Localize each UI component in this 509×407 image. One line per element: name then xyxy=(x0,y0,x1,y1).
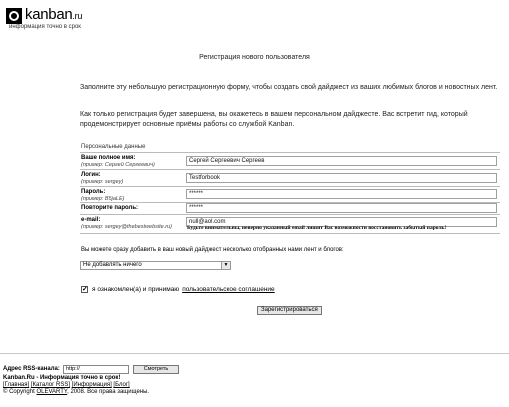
email-warning: Будьте внимательны, неверно указанный email лишит Вас возможности восстановить забытый пароль! xyxy=(187,225,447,231)
logo-tld: .ru xyxy=(72,11,83,21)
repeat-password-input[interactable]: ****** xyxy=(186,203,497,213)
site-header xyxy=(0,0,509,36)
page-title: Регистрация нового пользователя xyxy=(199,54,310,61)
footer-slogan: Kanban.Ru - Информация точно в срок! xyxy=(3,375,121,381)
intro-paragraph-2: Как только регистрация будет завершена, вы окажетесь в вашем персональном дайджесте. Вас встретит гид, который продемонстрирует основные приёмы работы со службой Kanban. xyxy=(80,111,468,128)
company-link[interactable]: OLEVARTY xyxy=(36,389,68,395)
email-label: e-mail: (пример: sergey@thebestwebsite.ru) xyxy=(81,217,172,230)
footer-links xyxy=(3,382,130,388)
intro-paragraph-1: Заполните эту небольшую регистрационную форму, чтобы создать свой дайджест из ваших любимых блогов и новостных лент. xyxy=(80,84,498,91)
register-button[interactable]: Зарегистрироваться xyxy=(257,306,322,315)
view-rss-button[interactable]: Смотреть xyxy=(133,365,179,374)
footer-link-info[interactable]: [Информация] xyxy=(71,382,112,388)
divider xyxy=(80,169,500,170)
kanban-logo-icon[interactable] xyxy=(6,8,22,24)
chevron-down-icon[interactable]: ▼ xyxy=(221,262,230,269)
section-label: Персональные данные xyxy=(81,144,146,150)
feeds-question: Вы можете сразу добавить в ваш новый дайджест несколько отобранных нами лент и блогов: xyxy=(81,247,344,253)
feeds-select[interactable] xyxy=(80,261,231,270)
fullname-label: Ваше полное имя: (пример: Сергей Сергеевич) xyxy=(81,155,155,168)
logo-text: kanban xyxy=(25,6,73,23)
footer-link-catalog[interactable]: [Каталог RSS] xyxy=(30,382,70,388)
divider xyxy=(80,233,500,234)
agreement-row xyxy=(81,286,275,293)
agree-checkbox[interactable]: ✓ xyxy=(82,286,88,293)
divider xyxy=(80,186,500,187)
password-input[interactable]: ****** xyxy=(186,189,497,199)
fullname-input[interactable]: Сергей Сергеевич Сергеев xyxy=(186,156,497,166)
registration-content xyxy=(0,36,509,354)
feeds-select-value: Не добавлять ничего xyxy=(83,262,142,268)
user-agreement-link[interactable]: пользовательское соглашение xyxy=(182,286,275,293)
login-label: Логин: (пример: sergey) xyxy=(81,172,124,185)
login-input[interactable]: Testforbook xyxy=(186,173,497,183)
site-logo[interactable] xyxy=(25,6,82,23)
email-input[interactable]: null@aol.com xyxy=(186,217,497,227)
divider xyxy=(80,214,500,215)
agree-text: я ознакомлен(а) и принимаю xyxy=(92,286,180,293)
repeat-password-label: Повторите пароль: xyxy=(81,205,139,211)
rss-url-input[interactable]: http:// xyxy=(63,365,129,374)
divider xyxy=(80,152,500,153)
footer-link-blog[interactable]: [Блог] xyxy=(113,382,130,388)
password-label: Пароль: (пример: B5jaLE) xyxy=(81,189,125,202)
site-tagline: информация точно в срок xyxy=(9,24,81,30)
footer-link-home[interactable]: [Главная] xyxy=(3,382,30,388)
rss-label: Адрес RSS-канала: xyxy=(3,366,60,372)
copyright: © Copyright OLEVARTY, 2008. Все права защищены. xyxy=(3,389,150,395)
site-footer xyxy=(0,354,509,407)
